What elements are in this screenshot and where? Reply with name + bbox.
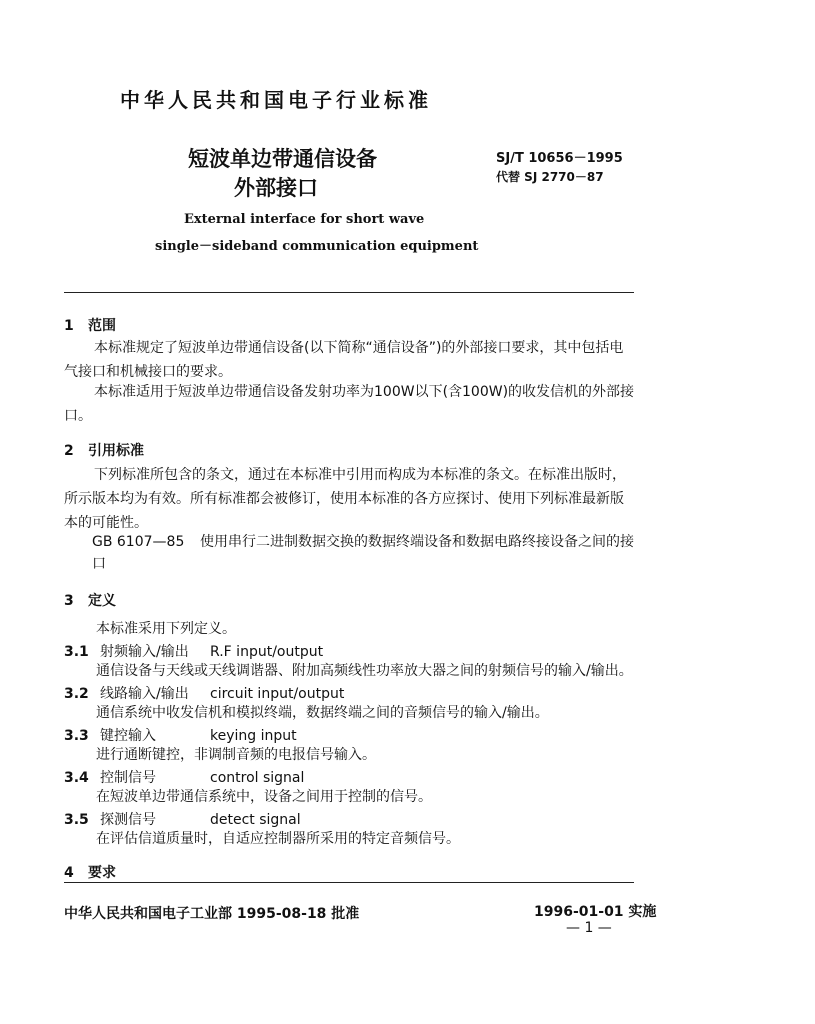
term-english: circuit input/output xyxy=(210,686,345,702)
issuer-approval: 中华人民共和国电子工业部 1995-08-18 批准 xyxy=(64,906,360,922)
term-chinese: 线路输入/输出 xyxy=(100,686,189,702)
section-number: 4 xyxy=(64,865,74,881)
title-chinese-line2: 外部接口 xyxy=(234,176,318,200)
term-3-5-definition: 在评估信道质量时，自适应控制器所采用的特定音频信号。 xyxy=(96,831,460,847)
term-3-3-definition: 进行通断键控，非调制音频的电报信号输入。 xyxy=(96,747,376,763)
bottom-divider xyxy=(64,882,634,883)
term-english: control signal xyxy=(210,770,305,786)
term-chinese: 探测信号 xyxy=(100,812,156,828)
term-3-1-definition: 通信设备与天线或天线调谐器、附加高频线性功率放大器之间的射频信号的输入/输出。 xyxy=(96,663,633,679)
term-number: 3.5 xyxy=(64,812,89,828)
term-3-4-definition: 在短波单边带通信系统中，设备之间用于控制的信号。 xyxy=(96,789,432,805)
term-3-5 xyxy=(64,809,301,829)
top-divider xyxy=(64,292,634,293)
term-3-4 xyxy=(64,767,304,787)
title-english-line2: single－sideband communication equipment xyxy=(155,239,479,254)
term-3-1 xyxy=(64,641,323,661)
section-title: 定义 xyxy=(88,593,116,609)
term-chinese: 键控输入 xyxy=(100,728,156,744)
standard-number: SJ/T 10656－1995 xyxy=(496,151,623,166)
section-4-heading xyxy=(64,862,116,882)
section-number: 2 xyxy=(64,443,74,459)
section-2-heading xyxy=(64,440,144,460)
referenced-standard-title: 使用串行二进制数据交换的数据终端设备和数据电路终接设备之间的接口 xyxy=(92,534,634,572)
term-3-2 xyxy=(64,683,344,703)
section-title: 范围 xyxy=(88,318,116,334)
section-1-paragraph-2: 本标准适用于短波单边带通信设备发射功率为100W以下(含100W)的收发信机的外部接口。 xyxy=(64,384,635,424)
term-3-2-definition: 通信系统中收发信机和模拟终端，数据终端之间的音频信号的输入/输出。 xyxy=(96,705,549,721)
section-number: 1 xyxy=(64,318,74,334)
document-header: 中华人民共和国电子行业标准 xyxy=(120,88,432,112)
referenced-standard-code: GB 6107—85 xyxy=(92,534,185,550)
term-english: keying input xyxy=(210,728,297,744)
term-number: 3.3 xyxy=(64,728,89,744)
section-1-heading xyxy=(64,315,116,335)
term-english: detect signal xyxy=(210,812,301,828)
term-english: R.F input/output xyxy=(210,644,324,660)
section-2-paragraph-1: 下列标准所包含的条文，通过在本标准中引用而构成为本标准的条文。在标准出版时，所示版本均为有效。所有标准都会被修订，使用本标准的各方应探讨、使用下列标准最新版本的可能性。 xyxy=(64,467,626,531)
title-english-line1: External interface for short wave xyxy=(184,212,425,227)
term-number: 3.1 xyxy=(64,644,89,660)
replaces-standard: 代替 SJ 2770－87 xyxy=(496,170,604,184)
term-number: 3.4 xyxy=(64,770,89,786)
section-3-intro: 本标准采用下列定义。 xyxy=(96,621,236,637)
section-title: 要求 xyxy=(88,865,116,881)
term-3-3 xyxy=(64,725,297,745)
section-title: 引用标准 xyxy=(88,443,144,459)
term-chinese: 控制信号 xyxy=(100,770,156,786)
term-chinese: 射频输入/输出 xyxy=(100,644,189,660)
term-number: 3.2 xyxy=(64,686,89,702)
section-3-heading xyxy=(64,590,116,610)
referenced-standard xyxy=(92,531,636,575)
section-1-paragraph-1: 本标准规定了短波单边带通信设备(以下简称“通信设备”)的外部接口要求，其中包括电气接口和机械接口的要求。 xyxy=(64,340,624,380)
effective-date: 1996-01-01 实施 xyxy=(534,904,657,920)
section-number: 3 xyxy=(64,593,74,609)
title-chinese-line1: 短波单边带通信设备 xyxy=(188,147,377,171)
page-number: — 1 — xyxy=(566,920,612,936)
